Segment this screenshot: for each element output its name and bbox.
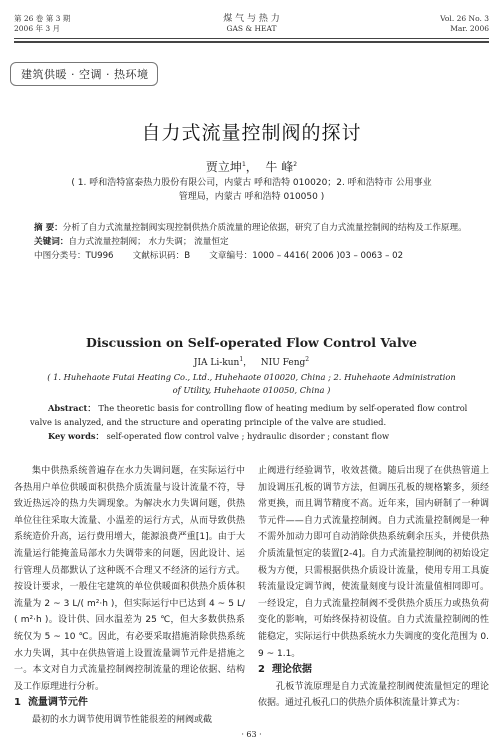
keywords-cn-values: 自力式流量控制阀； 水力失调； 流量恒定 xyxy=(68,237,229,247)
keywords-en-values: self-operated flow control valve ; hydraulic disorder ; constant flow xyxy=(106,431,390,441)
author-1-sup: 1 xyxy=(241,161,246,168)
keywords-cn xyxy=(34,235,474,249)
author-en-sep: ， xyxy=(243,358,253,368)
section-heading-1-text: 流量调节元件 xyxy=(27,697,88,709)
abstract-en xyxy=(30,401,478,443)
abstract-cn-text xyxy=(34,221,474,235)
body-column-right xyxy=(258,463,489,712)
keywords-cn-label: 关键词： xyxy=(34,237,69,247)
title-cn: 自力式流量控制阀的探讨 xyxy=(141,122,362,144)
author-en-2-sup: 2 xyxy=(305,356,310,363)
article-no-label: 文章编号： xyxy=(209,251,253,261)
page-number: · 63 · xyxy=(241,730,262,739)
affiliation-en xyxy=(20,371,483,397)
abstract-cn-label: 摘 要： xyxy=(34,223,63,233)
clc-value: TU996 xyxy=(85,251,114,261)
doc-code-label: 文献标识码： xyxy=(132,251,185,261)
header-journal xyxy=(0,14,503,34)
section-heading-1 xyxy=(14,695,245,712)
affiliation-cn-line2: 管理局，内蒙古 呼和浩特 010050 ) xyxy=(178,192,325,202)
author-1: 贾立坤 xyxy=(205,160,242,174)
section-heading-1-num: 1 xyxy=(14,697,21,709)
header-rule-thick xyxy=(14,41,489,43)
section-heading-2 xyxy=(258,662,489,679)
header-rule-thin xyxy=(14,38,489,39)
author-2-sup: 2 xyxy=(293,161,298,168)
author-sep: ， xyxy=(245,160,258,174)
abstract-en-label: Abstract： xyxy=(48,403,96,413)
authors-en xyxy=(0,355,503,368)
header-vol-no: Vol. 26 No. 3 xyxy=(440,14,489,23)
header-journal-en: GAS & HEAT xyxy=(226,24,277,33)
section-heading-2-num: 2 xyxy=(258,664,265,676)
header-date-en: Mar. 2006 xyxy=(450,24,489,33)
header-journal-cn: 煤 气 与 热 力 xyxy=(223,14,280,24)
affiliation-cn-line1: ( 1. 呼和浩特富泰热力股份有限公司，内蒙古 呼和浩特 010020；2. 呼和浩特市 公用事业 xyxy=(71,178,432,188)
keywords-en xyxy=(30,429,478,443)
abstract-cn-body: 分析了自力式流量控制阀实现控制供热介质流量的理论依据，研究了自力式流量控制阀的结构及工作原理。 xyxy=(62,223,467,233)
author-en-1-sup: 1 xyxy=(239,356,244,363)
body-paragraph: 孔板节流原理是自力式流量控制阀使流量恒定的理论依据。通过孔板孔口的供热介质体积流量计算式为： xyxy=(258,681,489,709)
body-column-left xyxy=(14,463,245,729)
header-volume: 第 26 卷 第 3 期 xyxy=(14,14,71,23)
header-date-cn: 2006 年 3 月 xyxy=(14,24,61,33)
section-tag xyxy=(10,62,158,86)
affiliation-cn xyxy=(30,176,473,204)
body-paragraph: 止阀进行经验调节，收效甚微。随后出现了在供热管道上加设调压孔板的调节方法，但调压孔板的规格繁多，须经常更换，而且调节精度不高。近年来，国内研制了一种调节元件——自力式流量控制阀。自力式流量控制阀是一种不需外加动力即可自动消除供热系统剩余压头，并使供热介质流量恒定的装置[2-4]。自力式流量控制阀的初始设定极为方便，只需根据供热介质设计流量，使用专用工具旋转流量设定调节阀，使流量刻度与设计流量值相同即可。一经设定，自力式流量控制阀不受供热介质压力或热负荷变化的影响，可始终保持初设值。自力式流量控制阀的性能稳定，实际运行中供热系统水力失调度的变化范围为 0.9 ~ 1.1。 xyxy=(258,466,489,659)
keywords-en-label: Key words： xyxy=(48,431,104,441)
title-en: Discussion on Self-operated Flow Control Valve xyxy=(86,335,417,350)
author-en-1: JIA Li-kun xyxy=(193,358,240,368)
classification-line xyxy=(34,249,474,263)
abstract-en-text xyxy=(30,401,478,429)
affiliation-en-line2: of Utility, Huhehaote 010050, China ) xyxy=(172,385,331,395)
author-en-2: NIU Feng xyxy=(260,358,306,368)
clc-label: 中图分类号： xyxy=(34,251,86,261)
doc-code-value: B xyxy=(184,251,191,261)
abstract-en-body: The theoretic basis for controlling flow of heating medium by self-operated flow control valve is analyzed, and the structure and operating principle of the valve are studied. xyxy=(30,403,468,427)
body-paragraph: 集中供热系统普遍存在水力失调问题，在实际运行中各热用户单位供暖面积供热介质流量与设计流量不符，导致近热远冷的热力失调现象。为解决水力失调问题，供热单位往往采取大流量、小温差的运行方式，从而导致供热系统造价升高，运行费用增大，能源浪费严重[1]。由于大流量运行能掩盖局部水力失调带来的问题，因此设计、运行管理人员都默认了这种既不合理又不经济的运行方式。按设计要求，一般住宅建筑的单位供暖面积供热介质体积流量为 2 ~ 3 L/( m²·h )，但实际运行中已达到 4 ~ 5 L/( m²·h )。设计供、回水温差为 25 ℃，但大多数供热系统仅为 5 ~ 10 ℃。因此，有必要采取措施消除供热系统水力失调，其中在供热管道上设置流量调节元件是措施之一。本文对自力式流量控制阀控制流量的理论依据、结构及工作原理进行分析。 xyxy=(14,466,245,692)
authors-cn xyxy=(0,158,503,175)
affiliation-en-line1: ( 1. Huhehaote Futai Heating Co., Ltd., Huhehaote 010020, China ; 2. Huhehaote Administration xyxy=(47,372,456,382)
article-no-value: 1000 – 4416( 2006 )03 – 0063 – 02 xyxy=(252,251,404,261)
section-heading-2-text: 理论依据 xyxy=(271,664,312,676)
section-tag-label: 建筑供暖 · 空调 · 热环境 xyxy=(21,68,149,81)
author-2: 牛 峰 xyxy=(265,160,294,174)
abstract-cn xyxy=(34,221,474,263)
body-paragraph: 最初的水力调节使用调节性能很差的闸阀或截 xyxy=(32,714,213,725)
header-vol-en xyxy=(440,14,489,34)
